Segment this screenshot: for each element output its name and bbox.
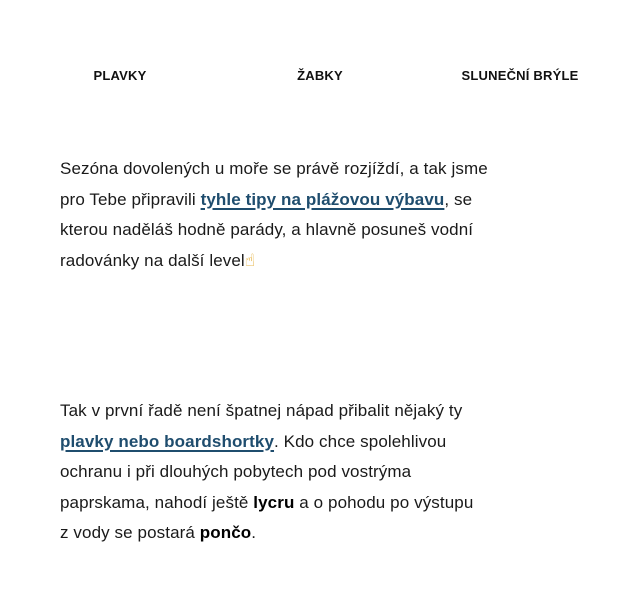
beach-gear-tips-link[interactable]: tyhle tipy na plážovou výbavu (200, 189, 445, 209)
swimwear-boardshorts-link[interactable]: plavky nebo boardshortky (60, 431, 275, 451)
swim-text-1: Tak v první řadě není špatnej nápad přibalit nějaký ty (60, 401, 463, 420)
nav-link-slunecni-bryle[interactable]: SLUNEČNÍ BRÝLE (461, 68, 579, 83)
bold-lycra: lycru (253, 492, 295, 512)
nav-link-zabky[interactable]: ŽABKY (297, 68, 343, 83)
bold-poncho: pončo (199, 523, 252, 542)
intro-text-5: radovánky na další level (60, 250, 245, 270)
swim-text-4: paprskama, nahodí ještě (60, 492, 254, 512)
intro-text-3: , se (444, 189, 473, 209)
swimwear-paragraph (60, 396, 580, 549)
intro-text-1: Sezóna dovolených u moře se právě rozjíždí, a tak jsme (60, 159, 488, 178)
intro-paragraph (60, 154, 580, 276)
pointing-up-icon: ☝ (244, 250, 256, 270)
swim-text-7: . (251, 523, 257, 542)
swim-text-6: z vody se postará (60, 523, 200, 542)
swim-text-2: . Kdo chce spolehlivou (274, 431, 447, 451)
swim-text-5: a o pohodu po výstupu (294, 492, 474, 512)
category-nav (0, 68, 640, 88)
intro-text-4: kterou naděláš hodně parády, a hlavně posuneš vodní (60, 220, 474, 239)
intro-text-2: pro Tebe připravili (60, 189, 201, 209)
nav-link-plavky[interactable]: PLAVKY (93, 68, 147, 83)
swim-text-3: ochranu i při dlouhých pobytech pod vostrýma (60, 462, 412, 481)
